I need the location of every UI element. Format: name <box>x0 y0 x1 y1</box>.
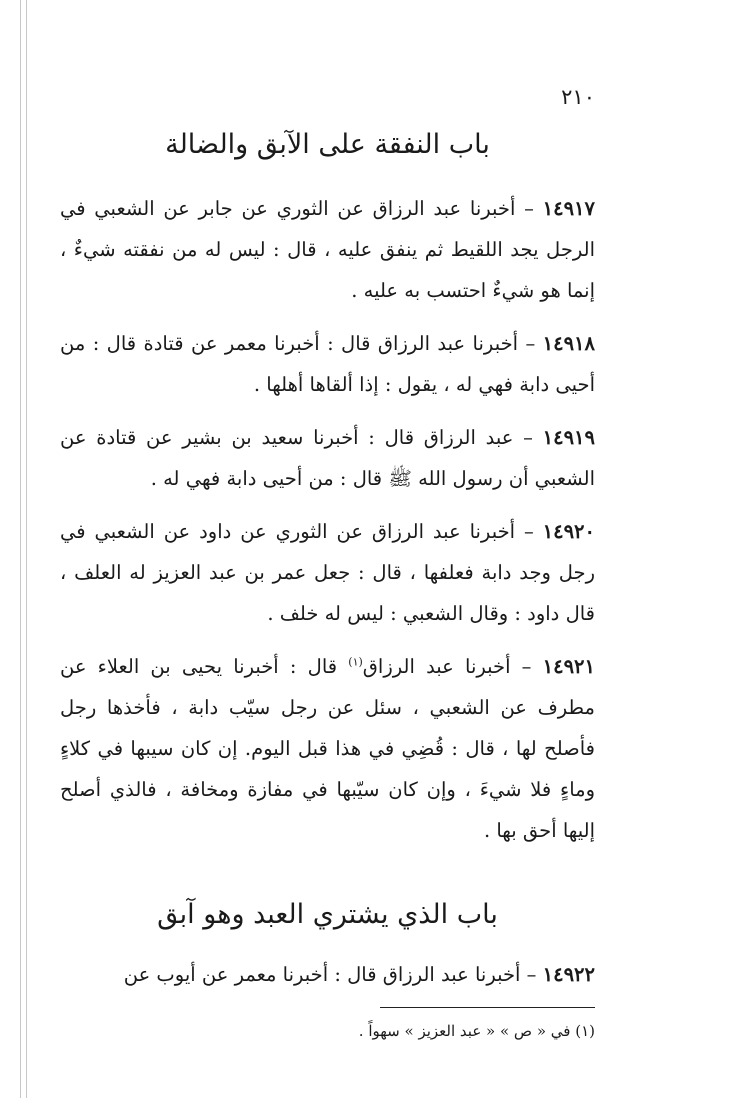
footnote-reference: (١) <box>348 655 363 669</box>
hadith-number: ١٤٩١٧ <box>542 197 595 220</box>
book-page <box>60 85 595 1044</box>
hadith-number: ١٤٩٢١ <box>542 655 595 678</box>
chapter-title: باب النفقة على الآبق والضالة <box>165 129 490 160</box>
scan-edge-line <box>26 0 27 1098</box>
hadith-text: قال : أخبرنا يحيى بن العلاء عن مطرف عن الشعبي ، سئل عن رجل سيّب دابة ، فأخذها رجل فأصلح لها ، قال : قُضِي في هذا قبل اليوم. إن كان سيبها في كلاءٍ وماءٍ فلا شيءَ ، وإن كان سيّبها في مفازة ومخافة ، فالذي أصلح إليها أحق بها . <box>60 655 595 842</box>
hadith-paragraph <box>60 954 595 995</box>
hadith-number: ١٤٩١٨ <box>542 332 595 355</box>
footnote-divider <box>380 1007 595 1008</box>
hadith-text: – أخبرنا عبد الرزاق قال : أخبرنا معمر عن قتادة قال : من أحيى دابة فهي له ، يقول : إذا ألقاها أهلها . <box>60 332 595 396</box>
scan-edge-line <box>20 0 21 1098</box>
hadith-number: ١٤٩٢٠ <box>542 520 595 543</box>
hadith-text: – عبد الرزاق قال : أخبرنا سعيد بن بشير عن قتادة عن الشعبي أن رسول الله ﷺ قال : من أحيى دابة فهي له . <box>60 426 595 490</box>
hadith-paragraph <box>60 188 595 311</box>
page-number: ٢١٠ <box>561 85 595 109</box>
hadith-paragraph <box>60 511 595 634</box>
hadith-text: – أخبرنا عبد الرزاق <box>362 655 543 678</box>
hadith-number: ١٤٩٢٢ <box>542 963 595 986</box>
hadith-paragraph <box>60 417 595 499</box>
hadith-paragraph <box>60 646 595 851</box>
hadith-text: – أخبرنا عبد الرزاق عن الثوري عن داود عن الشعبي في رجل وجد دابة فعلفها ، قال : جعل عمر بن عبد العزيز له العلف ، قال داود : وقال الشعبي : ليس له خلف . <box>60 520 595 625</box>
chapter-title: باب الذي يشتري العبد وهو آبق <box>157 899 498 930</box>
footnote: (١) في « ص » « عبد العزيز » سهواً . <box>358 1022 595 1040</box>
hadith-text: – أخبرنا عبد الرزاق قال : أخبرنا معمر عن أيوب عن <box>123 963 543 986</box>
hadith-paragraph <box>60 323 595 405</box>
hadith-text: – أخبرنا عبد الرزاق عن الثوري عن جابر عن الشعبي في الرجل يجد اللقيط ثم ينفق عليه ، قال : ليس له من نفقته شيءٌ ، إنما هو شيءٌ احتسب به عليه . <box>60 197 595 302</box>
hadith-number: ١٤٩١٩ <box>542 426 595 449</box>
